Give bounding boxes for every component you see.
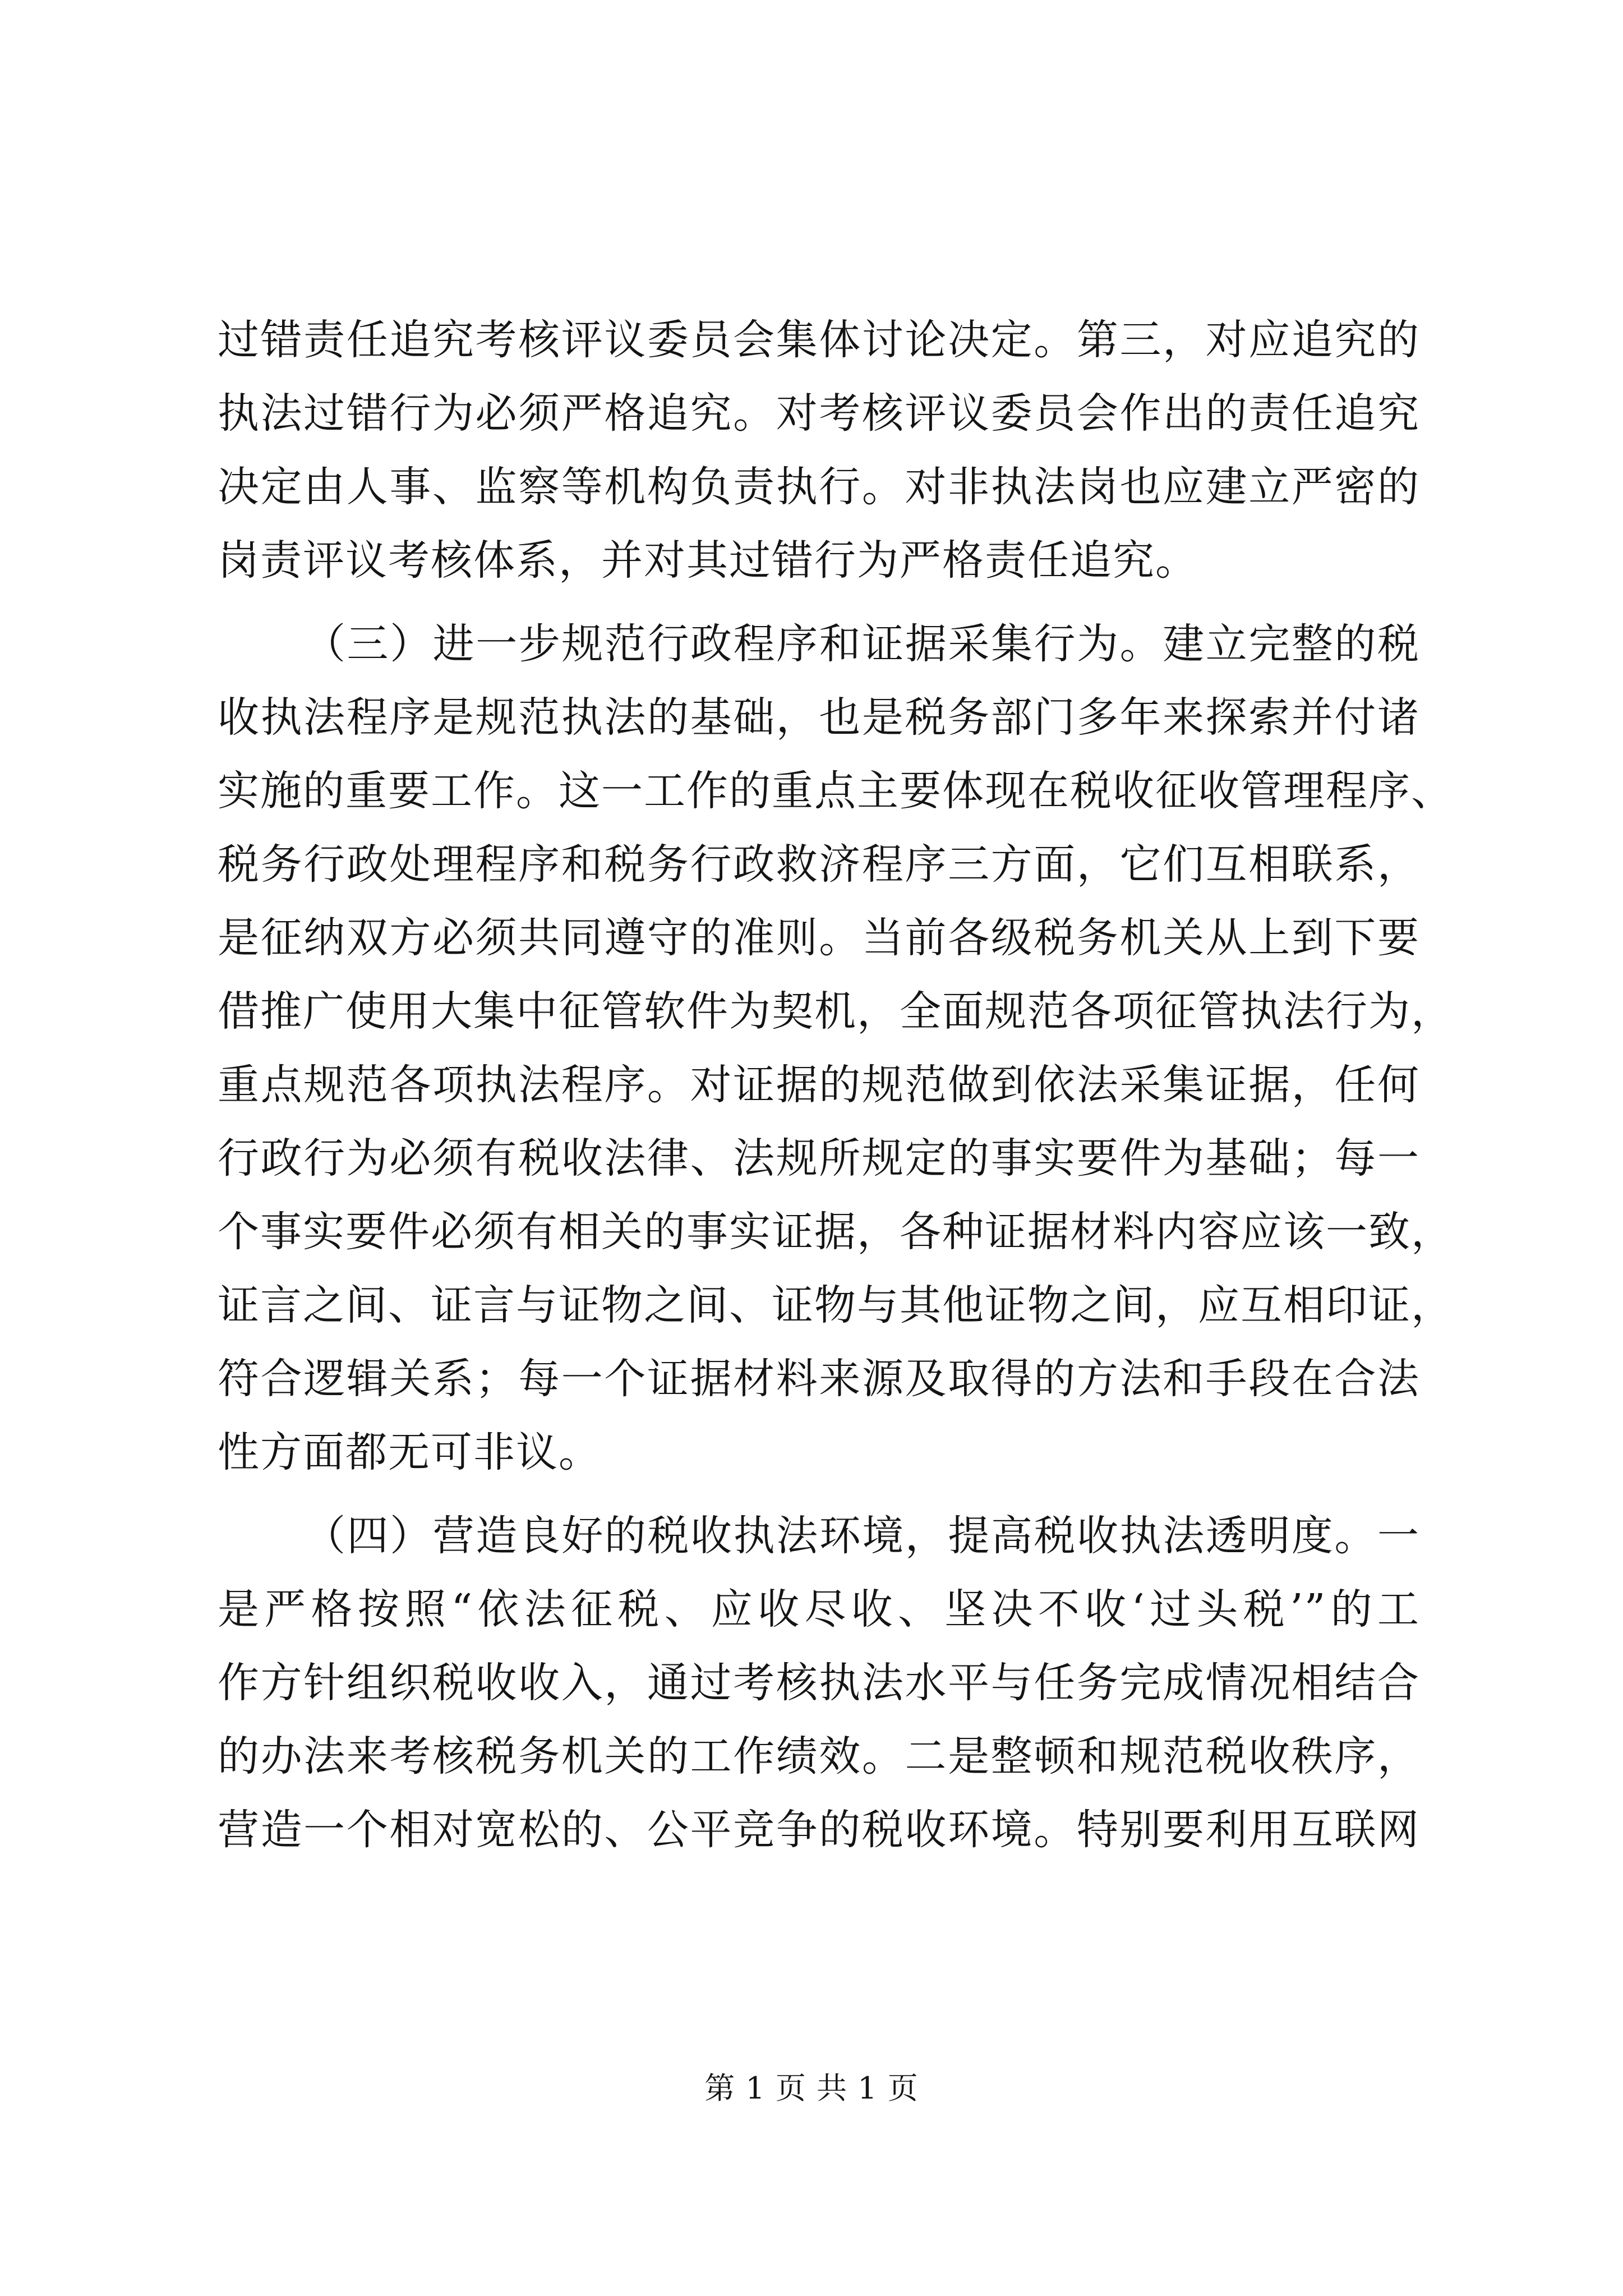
paragraph (218, 1499, 1420, 1867)
text-line: 行政行为必须有税收法律、法规所规定的事实要件为基础；每一 (218, 1134, 1420, 1182)
text-line: 性方面都无可非议。 (218, 1428, 601, 1476)
paragraph-gap (218, 597, 1420, 608)
text-line: 作方针组织税收收入，通过考核执法水平与任务完成情况相结合 (218, 1659, 1420, 1707)
text-line: 是严格按照“依法征税、应收尽收、坚决不收‘过头税’”的工 (218, 1585, 1420, 1634)
text-line: 税务行政处理程序和税务行政救济程序三方面，它们互相联系， (218, 840, 1420, 889)
text-line: 实施的重要工作。这一工作的重点主要体现在税收征收管理程序、 (218, 767, 1454, 815)
text-line: 是征纳双方必须共同遵守的准则。当前各级税务机关从上到下要 (218, 914, 1420, 962)
paragraph-gap (218, 1489, 1420, 1499)
text-line: 岗责评议考核体系，并对其过错行为严格责任追究。 (218, 536, 1198, 585)
text-line: 借推广使用大集中征管软件为契机，全面规范各项征管执法行为， (218, 987, 1454, 1036)
page-number-footer: 第 1 页 共 1 页 (704, 2070, 919, 2106)
text-line: 个事实要件必须有相关的事实证据，各种证据材料内容应该一致， (218, 1208, 1454, 1256)
paragraph (218, 303, 1420, 597)
text-line: （四）营造良好的税收执法环境，提高税收执法透明度。一 (304, 1512, 1420, 1560)
paragraph (218, 608, 1454, 1489)
text-line: （三）进一步规范行政程序和证据采集行为。建立完整的税 (304, 620, 1420, 668)
text-line: 的办法来考核税务机关的工作绩效。二是整顿和规范税收秩序， (218, 1732, 1420, 1780)
text-line: 营造一个相对宽松的、公平竞争的税收环境。特别要利用互联网 (218, 1806, 1420, 1854)
text-line: 证言之间、证言与证物之间、证物与其他证物之间，应互相印证， (218, 1281, 1454, 1329)
text-line: 决定由人事、监察等机构负责执行。对非执法岗也应建立严密的 (218, 463, 1420, 511)
body-text (218, 303, 1454, 1867)
text-line: 执法过错行为必须严格追究。对考核评议委员会作出的责任追究 (218, 389, 1420, 438)
text-line: 收执法程序是规范执法的基础，也是税务部门多年来探索并付诸 (218, 693, 1420, 742)
text-line: 重点规范各项执法程序。对证据的规范做到依法采集证据，任何 (218, 1061, 1420, 1109)
text-line: 符合逻辑关系；每一个证据材料来源及取得的方法和手段在合法 (218, 1355, 1420, 1403)
text-line: 过错责任追究考核评议委员会集体讨论决定。第三，对应追究的 (218, 316, 1420, 364)
